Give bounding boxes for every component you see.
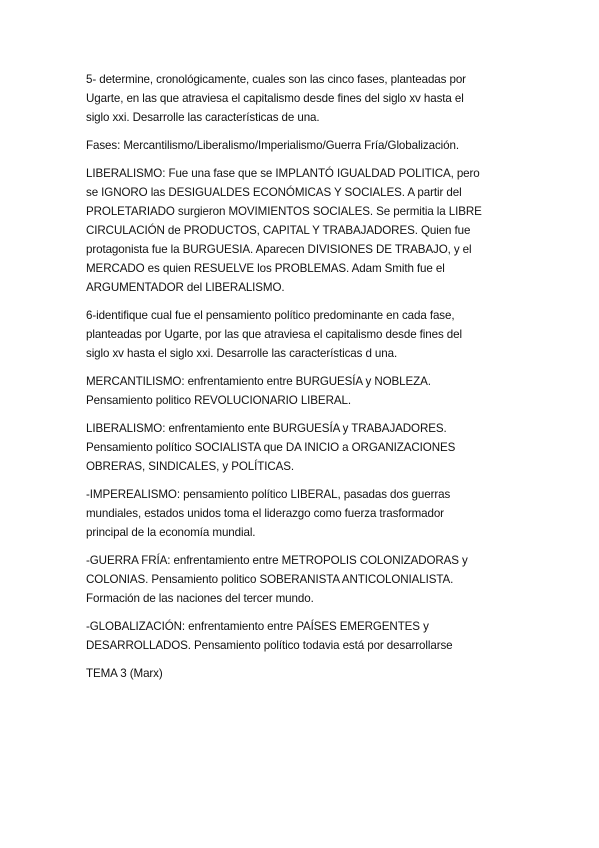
text-line: -GLOBALIZACIÓN: enfrentamiento entre PAÍSES EMERGENTES y — [86, 620, 429, 633]
text-line: principal de la economía mundial. — [86, 526, 256, 539]
paragraph — [86, 164, 522, 297]
text-line: ARGUMENTADOR del LIBERALISMO. — [86, 281, 285, 294]
paragraph — [86, 70, 522, 127]
paragraph — [86, 485, 522, 542]
text-line: COLONIAS. Pensamiento politico SOBERANISTA ANTICOLONIALISTA. — [86, 573, 454, 586]
paragraph — [86, 372, 522, 410]
text-line: mundiales, estados unidos toma el liderazgo como fuerza trasformador — [86, 507, 444, 520]
text-line: -IMPEREALISMO: pensamiento político LIBERAL, pasadas dos guerras — [86, 488, 451, 501]
text-line: siglo xv hasta el siglo xxi. Desarrolle las características d una. — [86, 347, 398, 360]
text-line: OBRERAS, SINDICALES, y POLÍTICAS. — [86, 460, 295, 473]
paragraph — [86, 664, 522, 683]
paragraph — [86, 551, 522, 608]
document-page — [86, 70, 522, 692]
text-line: 6-identifique cual fue el pensamiento político predominante en cada fase, — [86, 309, 455, 322]
text-line: LIBERALISMO: enfrentamiento ente BURGUESÍA y TRABAJADORES. — [86, 422, 447, 435]
text-line: planteadas por Ugarte, por las que atraviesa el capitalismo desde fines del — [86, 328, 462, 341]
text-line: LIBERALISMO: Fue una fase que se IMPLANTÓ IGUALDAD POLITICA, pero — [86, 167, 480, 180]
text-line: TEMA 3 (Marx) — [86, 667, 163, 680]
text-line: Formación de las naciones del tercer mundo. — [86, 592, 314, 605]
paragraph — [86, 306, 522, 363]
text-line: Pensamiento politico REVOLUCIONARIO LIBERAL. — [86, 394, 351, 407]
text-line: Ugarte, en las que atraviesa el capitalismo desde fines del siglo xv hasta el — [86, 92, 464, 105]
paragraph — [86, 136, 522, 155]
text-line: MERCADO es quien RESUELVE los PROBLEMAS. Adam Smith fue el — [86, 262, 445, 275]
paragraph — [86, 419, 522, 476]
text-line: CIRCULACIÓN de PRODUCTOS, CAPITAL Y TRABAJADORES. Quien fue — [86, 224, 471, 237]
text-line: 5- determine, cronológicamente, cuales son las cinco fases, planteadas por — [86, 73, 466, 86]
text-line: Fases: Mercantilismo/Liberalismo/Imperialismo/Guerra Fría/Globalización. — [86, 139, 459, 152]
text-line: PROLETARIADO surgieron MOVIMIENTOS SOCIALES. Se permitia la LIBRE — [86, 205, 482, 218]
text-line: siglo xxi. Desarrolle las características de una. — [86, 111, 320, 124]
text-line: DESARROLLADOS. Pensamiento político todavia está por desarrollarse — [86, 639, 453, 652]
paragraph — [86, 617, 522, 655]
text-line: protagonista fue la BURGUESIA. Aparecen DIVISIONES DE TRABAJO, y el — [86, 243, 472, 256]
text-line: MERCANTILISMO: enfrentamiento entre BURGUESÍA y NOBLEZA. — [86, 375, 431, 388]
text-line: se IGNORO las DESIGUALDES ECONÓMICAS Y SOCIALES. A partir del — [86, 186, 462, 199]
text-line: -GUERRA FRÍA: enfrentamiento entre METROPOLIS COLONIZADORAS y — [86, 554, 468, 567]
document-body — [86, 70, 522, 683]
text-line: Pensamiento político SOCIALISTA que DA INICIO a ORGANIZACIONES — [86, 441, 456, 454]
